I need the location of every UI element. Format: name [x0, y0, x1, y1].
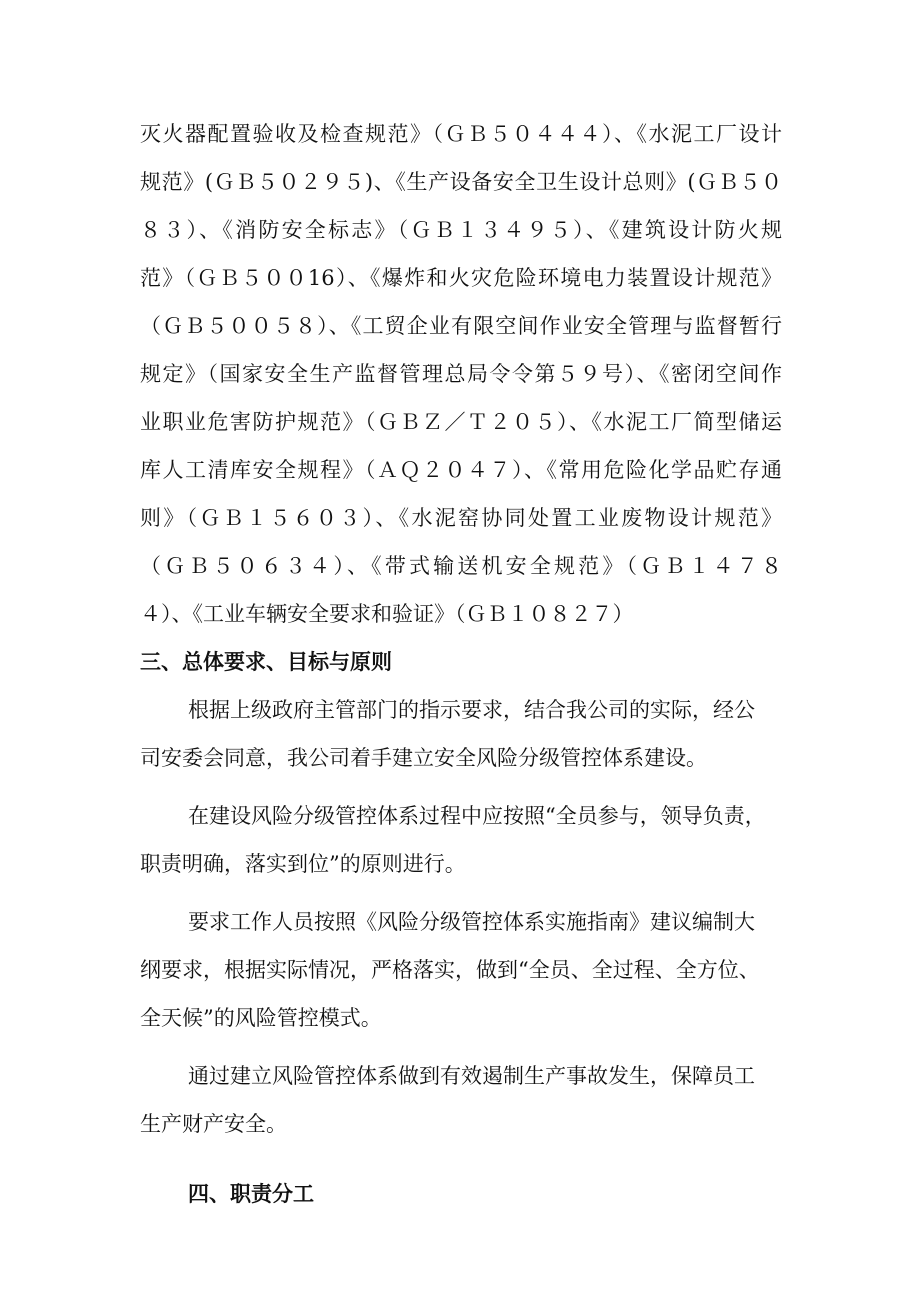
- text-line: （ＧＢ５０６３４）、《带式输送机安全规范》（ＧＢ１４７８: [140, 554, 782, 578]
- text-line: 全天候”的风险管控模式。: [140, 1006, 382, 1030]
- text-line: ４）、《工业车辆安全要求和验证》（ＧＢ１０８２７）: [140, 602, 634, 626]
- standards-reference-paragraph: [140, 110, 782, 638]
- text-line: 通过建立风险管控体系做到有效遏制生产事故发生，保障员工: [188, 1064, 755, 1088]
- text-line: 职责明确，落实到位”的原则进行。: [140, 852, 466, 876]
- paragraph-requirements: [140, 686, 782, 782]
- text-line: 范》（ＧＢ５００16）、《爆炸和火灾危险环境电力装置设计规范》: [140, 266, 782, 290]
- text-line: ８３）、《消防安全标志》（ＧＢ１３４９５）、《建筑设计防火规: [140, 218, 782, 242]
- paragraph-principles: [140, 792, 782, 888]
- text-line: 业职业危害防护规范》（ＧＢＺ／Ｔ２０５）、《水泥工厂简型储运: [140, 410, 782, 434]
- text-line: 根据上级政府主管部门的指示要求，结合我公司的实际，经公: [188, 698, 755, 722]
- text-line: 规范》(ＧＢ５０２９５)、《生产设备安全卫生设计总则》(ＧＢ５０: [140, 170, 782, 194]
- text-line: 纲要求，根据实际情况，严格落实，做到“全员、全过程、全方位、: [140, 958, 760, 982]
- section-heading-3: 三、总体要求、目标与原则: [140, 649, 392, 674]
- document-page: [140, 110, 782, 1218]
- paragraph-goal: [140, 1052, 782, 1148]
- text-line: 则》（ＧＢ１５６０３）、《水泥窑协同处置工业废物设计规范》: [140, 506, 782, 530]
- text-line: 库人工清库安全规程》（ＡＱ２０４７）、《常用危险化学品贮存通: [140, 458, 782, 482]
- text-line: 生产财产安全。: [140, 1112, 287, 1136]
- text-line: 在建设风险分级管控体系过程中应按照“全员参与，领导负责，: [188, 804, 766, 828]
- text-line: 规定》（国家安全生产监督管理总局令令第５９号）、《密闭空间作: [140, 362, 782, 386]
- text-line: （ＧＢ５００５８）、《工贸企业有限空间作业安全管理与监督暂行: [140, 314, 782, 338]
- text-line: 司安委会同意，我公司着手建立安全风险分级管控体系建设。: [140, 746, 707, 770]
- section-heading-4: 四、职责分工: [188, 1181, 314, 1206]
- paragraph-implementation: [140, 898, 782, 1042]
- text-line: 灭火器配置验收及检查规范》（ＧＢ５０４４４）、《水泥工厂设计: [140, 122, 782, 146]
- text-line: 要求工作人员按照《风险分级管控体系实施指南》建议编制大: [188, 910, 755, 934]
